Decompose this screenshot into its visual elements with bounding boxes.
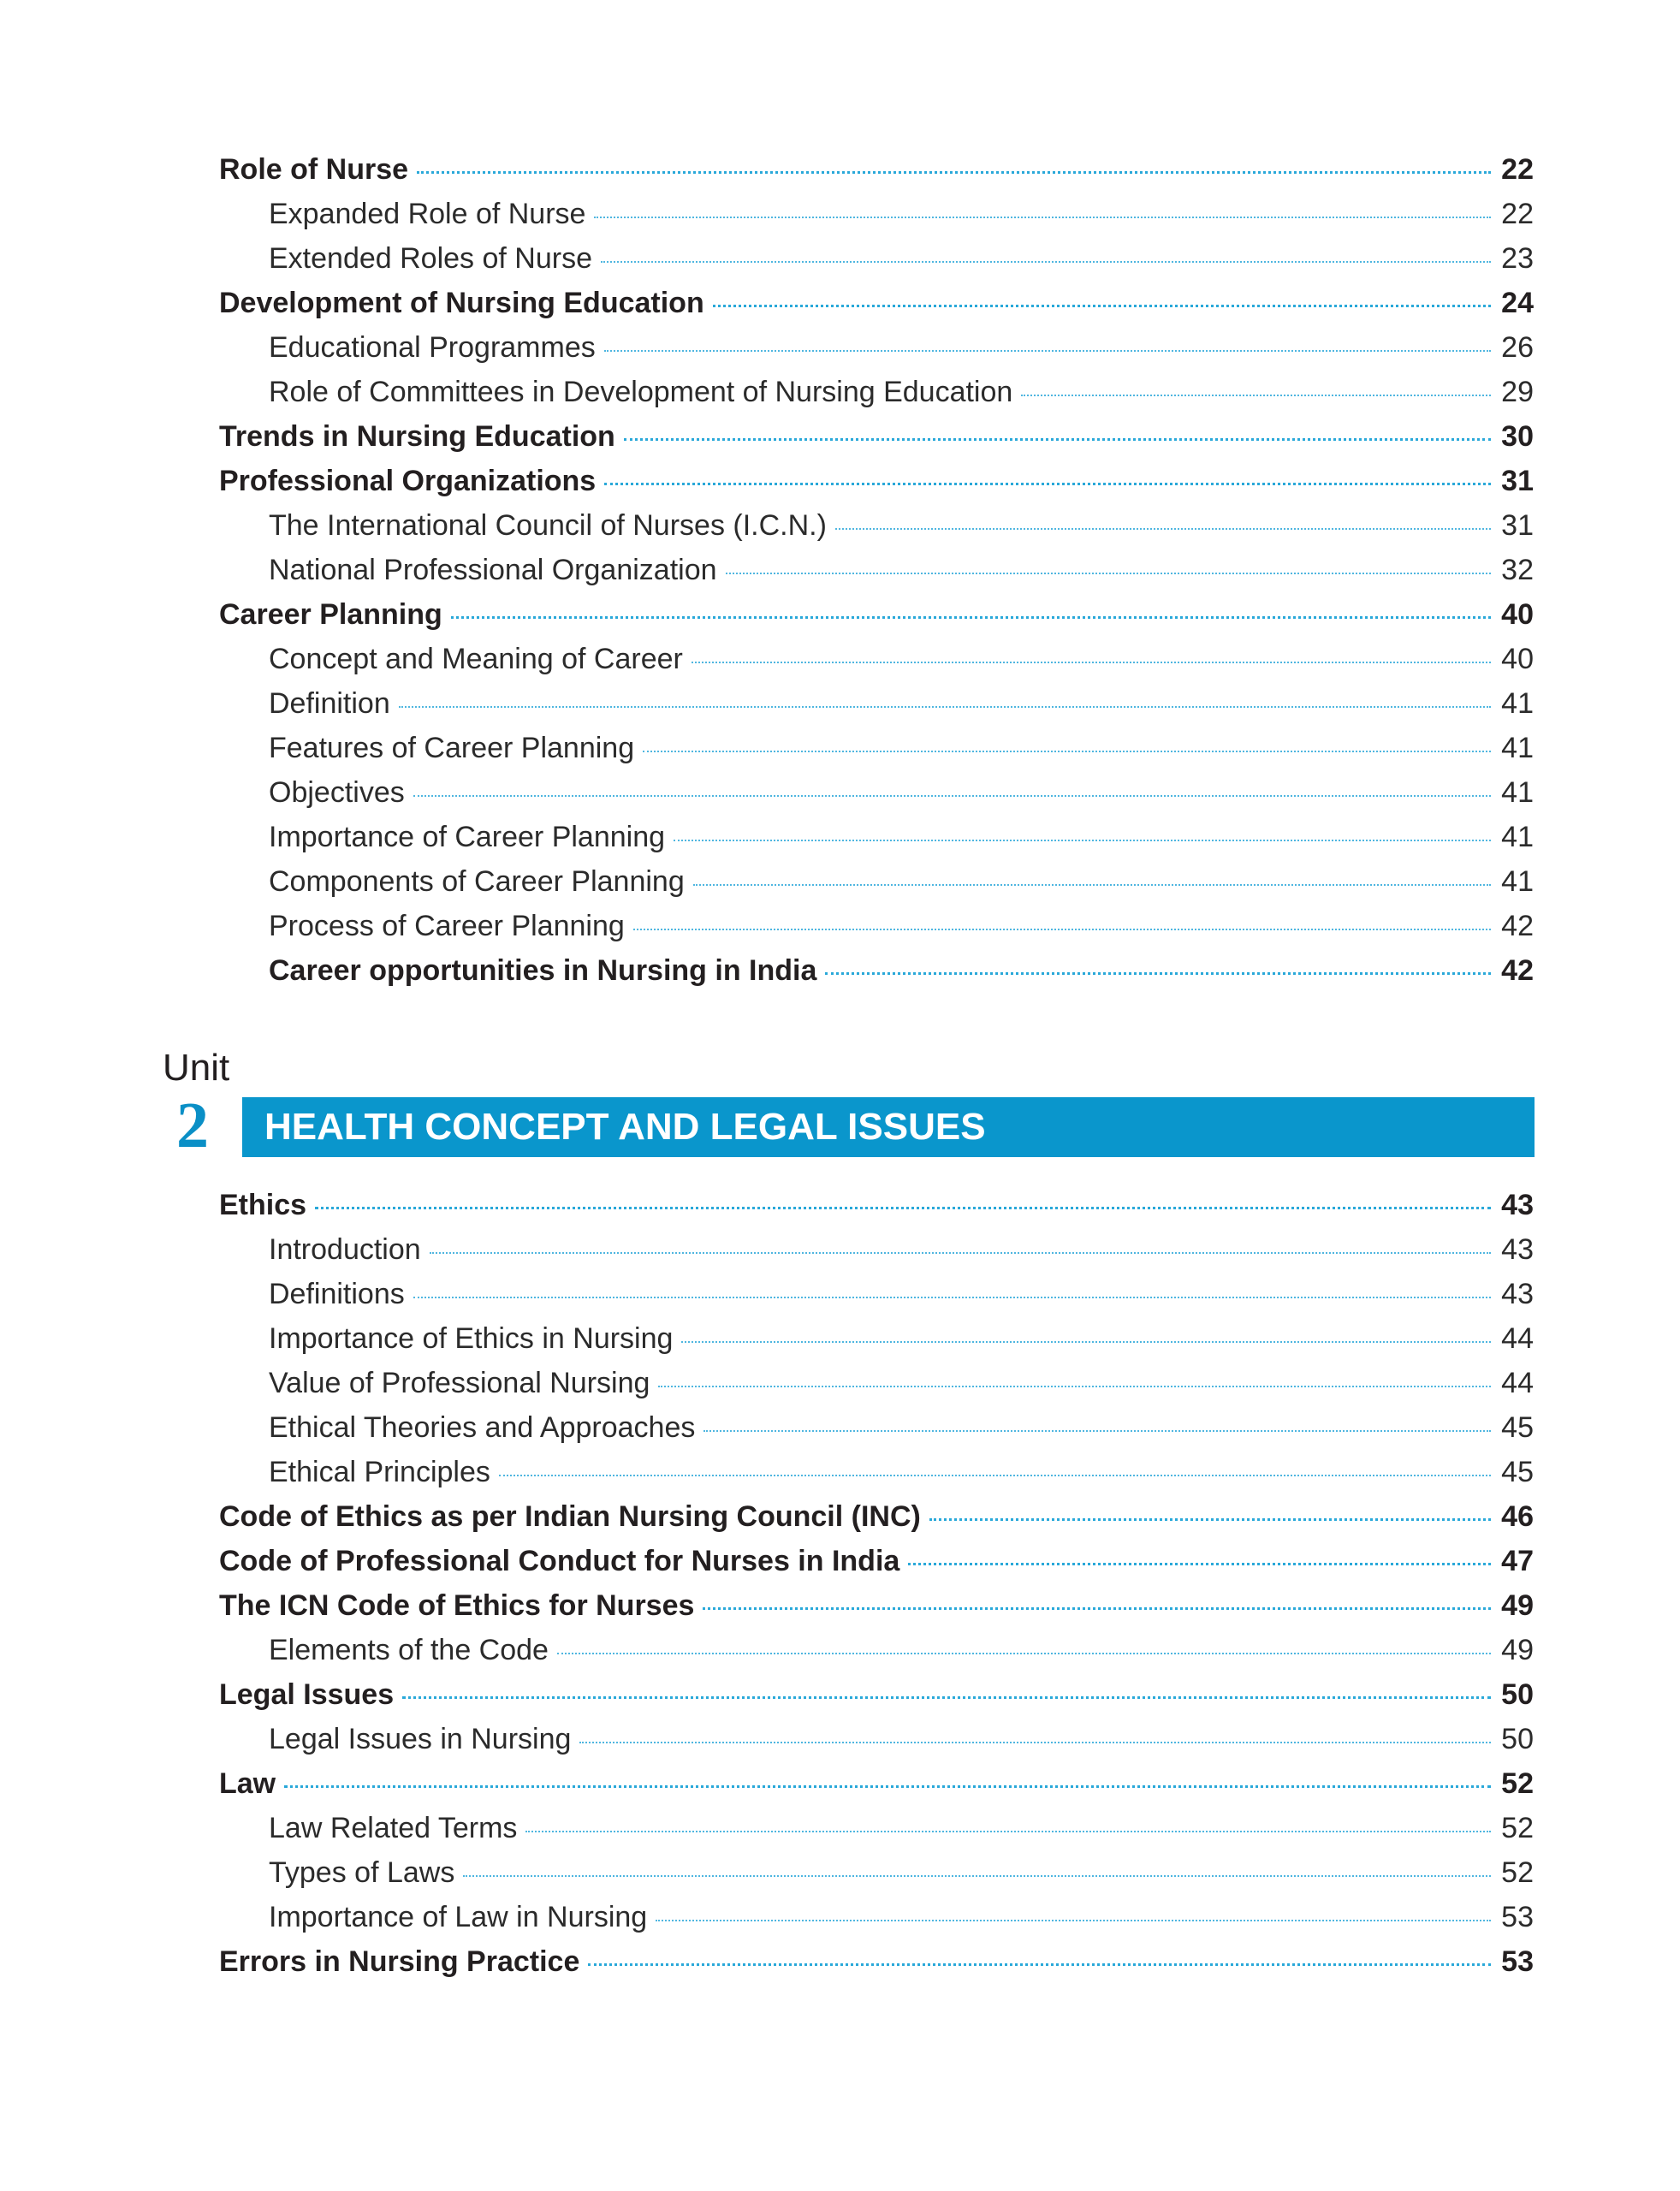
toc-entry-page-number: 49 (1501, 1634, 1534, 1666)
toc-entry-page-number: 31 (1501, 509, 1534, 542)
toc-entry-title: Extended Roles of Nurse (269, 242, 592, 275)
toc-main-entry (219, 1672, 1534, 1717)
dot-leader (658, 1386, 1491, 1387)
toc-section-unit-2 (219, 1183, 1534, 1984)
dot-leader (315, 1207, 1491, 1209)
toc-sub-entry (219, 770, 1534, 815)
unit-title-banner (242, 1097, 1535, 1157)
dot-leader (451, 616, 1491, 619)
toc-entry-page-number: 52 (1501, 1856, 1534, 1889)
dot-leader (674, 840, 1491, 841)
toc-entry-page-number: 41 (1501, 865, 1534, 898)
dot-leader (579, 1742, 1491, 1743)
toc-entry-page-number: 32 (1501, 554, 1534, 586)
toc-entry-title: Educational Programmes (269, 331, 596, 364)
toc-entry-title: Code of Ethics as per Indian Nursing Council (INC) (219, 1500, 921, 1533)
dot-leader (1021, 395, 1491, 396)
dot-leader (604, 350, 1491, 352)
toc-sub-entry (219, 726, 1534, 770)
toc-entry-page-number: 40 (1501, 598, 1534, 631)
toc-entry-title: Importance of Career Planning (269, 821, 666, 853)
toc-sub-entry (219, 859, 1534, 904)
toc-entry-page-number: 49 (1501, 1589, 1534, 1622)
toc-entry-page-number: 41 (1501, 732, 1534, 764)
toc-entry-page-number: 22 (1501, 198, 1534, 230)
toc-entry-page-number: 42 (1501, 954, 1534, 987)
dot-leader (525, 1831, 1491, 1832)
dot-leader (713, 305, 1491, 307)
toc-entry-title: Role of Nurse (219, 153, 409, 186)
toc-main-entry (219, 1583, 1534, 1628)
toc-entry-page-number: 44 (1501, 1322, 1534, 1355)
dot-leader (693, 884, 1491, 886)
toc-main-entry (219, 281, 1534, 325)
toc-main-entry (219, 1761, 1534, 1806)
unit-number: 2 (176, 1090, 209, 1161)
toc-sub-entry (219, 815, 1534, 859)
dot-leader (825, 972, 1491, 975)
toc-entry-title: Law Related Terms (269, 1812, 518, 1844)
toc-entry-page-number: 29 (1501, 376, 1534, 408)
toc-sub-entry (219, 1450, 1534, 1494)
toc-entry-page-number: 45 (1501, 1411, 1534, 1444)
toc-sub-entry (219, 1850, 1534, 1895)
toc-entry-title: Definition (269, 687, 390, 720)
toc-sub-entry (219, 904, 1534, 948)
dot-leader (726, 573, 1491, 574)
toc-sub-entry (219, 325, 1534, 370)
dot-leader (284, 1785, 1491, 1788)
toc-main-entry (219, 1539, 1534, 1583)
toc-entry-title: The ICN Code of Ethics for Nurses (219, 1589, 695, 1622)
toc-entry-page-number: 31 (1501, 465, 1534, 497)
unit-label: Unit (163, 1047, 230, 1089)
toc-entry-title: Types of Laws (269, 1856, 455, 1889)
dot-leader (703, 1430, 1491, 1432)
toc-sub-entry (219, 503, 1534, 548)
toc-entry-title: Trends in Nursing Education (219, 420, 615, 453)
dot-leader (835, 528, 1491, 530)
toc-entry-title: Code of Professional Conduct for Nurses in India (219, 1545, 900, 1577)
toc-entry-title: Definitions (269, 1278, 405, 1310)
toc-entry-page-number: 53 (1501, 1945, 1534, 1978)
toc-section-unit-1-continued (219, 147, 1534, 993)
dot-leader (929, 1518, 1491, 1521)
toc-sub-entry (219, 1405, 1534, 1450)
toc-entry-page-number: 43 (1501, 1189, 1534, 1221)
dot-leader (417, 171, 1491, 174)
toc-entry-page-number: 22 (1501, 153, 1534, 186)
toc-sub-entry (219, 681, 1534, 726)
toc-entry-title: Career opportunities in Nursing in India (269, 954, 817, 987)
toc-entry-page-number: 42 (1501, 910, 1534, 942)
toc-entry-page-number: 41 (1501, 776, 1534, 809)
dot-leader (692, 662, 1491, 663)
dot-leader (601, 261, 1491, 263)
toc-main-entry (219, 459, 1534, 503)
toc-entry-page-number: 50 (1501, 1678, 1534, 1711)
toc-entry-title: Features of Career Planning (269, 732, 635, 764)
dot-leader (604, 483, 1491, 485)
toc-entry-page-number: 40 (1501, 643, 1534, 675)
toc-entry-page-number: 24 (1501, 287, 1534, 319)
unit-title: HEALTH CONCEPT AND LEGAL ISSUES (264, 1106, 986, 1148)
dot-leader (430, 1252, 1491, 1254)
toc-entry-title: Ethics (219, 1189, 307, 1221)
toc-entry-title: Importance of Ethics in Nursing (269, 1322, 674, 1355)
toc-sub-entry (219, 236, 1534, 281)
toc-entry-title: Legal Issues in Nursing (269, 1723, 572, 1755)
toc-sub-entry (219, 192, 1534, 236)
toc-entry-title: National Professional Organization (269, 554, 717, 586)
dot-leader (703, 1607, 1491, 1610)
dot-leader (413, 795, 1491, 797)
toc-entry-title: Errors in Nursing Practice (219, 1945, 580, 1978)
toc-entry-page-number: 30 (1501, 420, 1534, 453)
dot-leader (633, 929, 1491, 930)
toc-entry-title: Importance of Law in Nursing (269, 1901, 648, 1933)
toc-entry-title: Legal Issues (219, 1678, 395, 1711)
dot-leader (624, 438, 1491, 441)
toc-entry-title: Law (219, 1767, 276, 1800)
dot-leader (499, 1475, 1491, 1476)
toc-sub-entry (219, 1361, 1534, 1405)
toc-entry-title: Concept and Meaning of Career (269, 643, 683, 675)
toc-entry-title: Introduction (269, 1233, 421, 1266)
toc-entry-title: Ethical Theories and Approaches (269, 1411, 696, 1444)
toc-main-entry (219, 1494, 1534, 1539)
toc-sub-entry (219, 948, 1534, 993)
toc-sub-entry (219, 1316, 1534, 1361)
dot-leader (413, 1297, 1491, 1298)
toc-entry-page-number: 47 (1501, 1545, 1534, 1577)
toc-entry-page-number: 52 (1501, 1767, 1534, 1800)
toc-sub-entry (219, 1628, 1534, 1672)
toc-entry-page-number: 50 (1501, 1723, 1534, 1755)
dot-leader (402, 1696, 1491, 1699)
toc-entry-title: Process of Career Planning (269, 910, 625, 942)
toc-entry-page-number: 23 (1501, 242, 1534, 275)
toc-sub-entry (219, 1717, 1534, 1761)
toc-entry-title: Ethical Principles (269, 1456, 490, 1488)
toc-entry-page-number: 26 (1501, 331, 1534, 364)
toc-entry-title: Value of Professional Nursing (269, 1367, 650, 1399)
toc-sub-entry (219, 1272, 1534, 1316)
toc-entry-page-number: 43 (1501, 1278, 1534, 1310)
toc-sub-entry (219, 637, 1534, 681)
toc-sub-entry (219, 370, 1534, 414)
dot-leader (681, 1341, 1491, 1343)
dot-leader (463, 1875, 1491, 1877)
toc-sub-entry (219, 1227, 1534, 1272)
toc-main-entry (219, 147, 1534, 192)
toc-entry-page-number: 53 (1501, 1901, 1534, 1933)
toc-entry-page-number: 45 (1501, 1456, 1534, 1488)
toc-main-entry (219, 1939, 1534, 1984)
toc-sub-entry (219, 1806, 1534, 1850)
toc-entry-title: Components of Career Planning (269, 865, 685, 898)
toc-entry-page-number: 44 (1501, 1367, 1534, 1399)
dot-leader (656, 1920, 1491, 1921)
toc-entry-title: Professional Organizations (219, 465, 597, 497)
dot-leader (908, 1563, 1491, 1565)
toc-entry-page-number: 41 (1501, 687, 1534, 720)
toc-sub-entry (219, 1895, 1534, 1939)
dot-leader (594, 217, 1491, 218)
toc-entry-title: Objectives (269, 776, 405, 809)
dot-leader (588, 1963, 1491, 1966)
toc-entry-title: Development of Nursing Education (219, 287, 704, 319)
dot-leader (643, 751, 1491, 752)
dot-leader (557, 1653, 1491, 1654)
toc-sub-entry (219, 548, 1534, 592)
toc-entry-title: Role of Committees in Development of Nursing Education (269, 376, 1013, 408)
toc-entry-title: Elements of the Code (269, 1634, 549, 1666)
toc-entry-page-number: 46 (1501, 1500, 1534, 1533)
dot-leader (399, 706, 1491, 708)
toc-entry-title: Career Planning (219, 598, 442, 631)
toc-main-entry (219, 592, 1534, 637)
toc-entry-page-number: 41 (1501, 821, 1534, 853)
toc-main-entry (219, 414, 1534, 459)
toc-entry-page-number: 52 (1501, 1812, 1534, 1844)
toc-main-entry (219, 1183, 1534, 1227)
toc-entry-page-number: 43 (1501, 1233, 1534, 1266)
toc-entry-title: Expanded Role of Nurse (269, 198, 586, 230)
toc-entry-title: The International Council of Nurses (I.C.N.) (269, 509, 827, 542)
